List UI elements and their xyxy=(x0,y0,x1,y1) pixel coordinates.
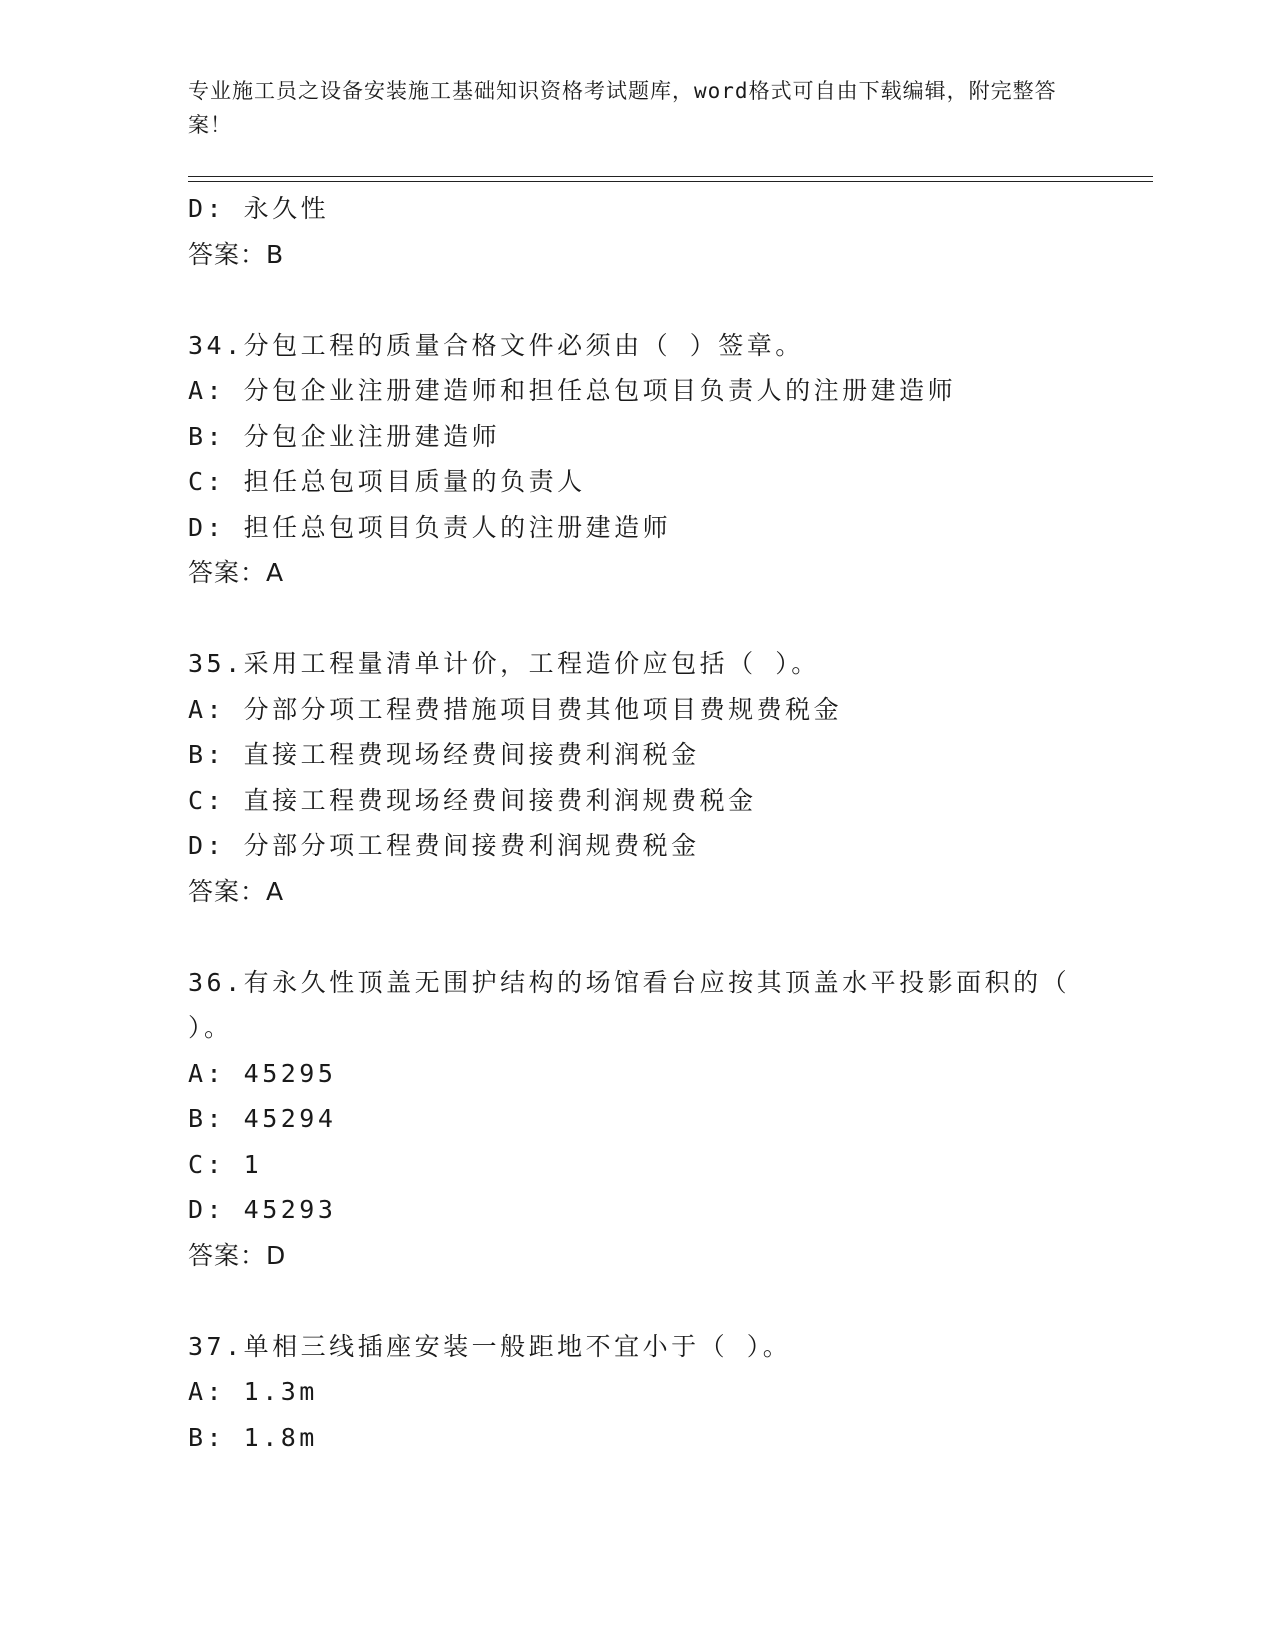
question-35 xyxy=(188,641,1153,914)
option-d: D: 分部分项工程费间接费利润规费税金 xyxy=(188,831,700,860)
question-37 xyxy=(188,1324,1153,1461)
spacer xyxy=(188,1278,1153,1324)
option-a: A: 45295 xyxy=(188,1058,337,1088)
option-c: C: 1 xyxy=(188,1149,263,1179)
header-rule-top xyxy=(188,176,1153,177)
spacer xyxy=(188,596,1153,642)
document-header: 专业施工员之设备安装施工基础知识资格考试题库，word格式可自由下载编辑，附完整答案！ xyxy=(188,79,1057,137)
answer: 答案：D xyxy=(188,1240,287,1270)
option-d: D: 担任总包项目负责人的注册建造师 xyxy=(188,512,672,542)
question-content xyxy=(188,186,1153,1460)
option-c: C: 直接工程费现场经费间接费利润规费税金 xyxy=(188,785,757,815)
question-stem: 35.采用工程量清单计价，工程造价应包括（ ）。 xyxy=(188,649,820,678)
option-d: D: 45293 xyxy=(188,1195,337,1224)
option-b: B: 1.8m xyxy=(188,1422,318,1452)
option-b: B: 45294 xyxy=(188,1104,337,1133)
answer: 答案：A xyxy=(188,558,285,587)
spacer xyxy=(188,914,1153,960)
question-34 xyxy=(188,323,1153,596)
option-a: A: 1.3m xyxy=(188,1377,318,1406)
option-b: B: 分包企业注册建造师 xyxy=(188,421,501,451)
answer: 答案：B xyxy=(188,239,285,269)
question-stem: 37.单相三线插座安装一般距地不宜小于（ ）。 xyxy=(188,1331,792,1361)
option-b: B: 直接工程费现场经费间接费利润税金 xyxy=(188,740,700,769)
answer: 答案：A xyxy=(188,876,285,906)
option-d: D: 永久性 xyxy=(188,194,330,223)
option-c: C: 担任总包项目质量的负责人 xyxy=(188,467,586,496)
question-stem-line-2: ）。 xyxy=(188,1013,233,1042)
spacer xyxy=(188,277,1153,323)
header-rule-bottom xyxy=(188,181,1153,182)
question-36 xyxy=(188,960,1153,1279)
question-stem-line-1: 36.有永久性顶盖无围护结构的场馆看台应按其顶盖水平投影面积的（ xyxy=(188,967,1071,997)
option-a: A: 分包企业注册建造师和担任总包项目负责人的注册建造师 xyxy=(188,376,957,405)
question-stem: 34.分包工程的质量合格文件必须由（ ）签章。 xyxy=(188,330,804,360)
option-a: A: 分部分项工程费措施项目费其他项目费规费税金 xyxy=(188,694,843,724)
